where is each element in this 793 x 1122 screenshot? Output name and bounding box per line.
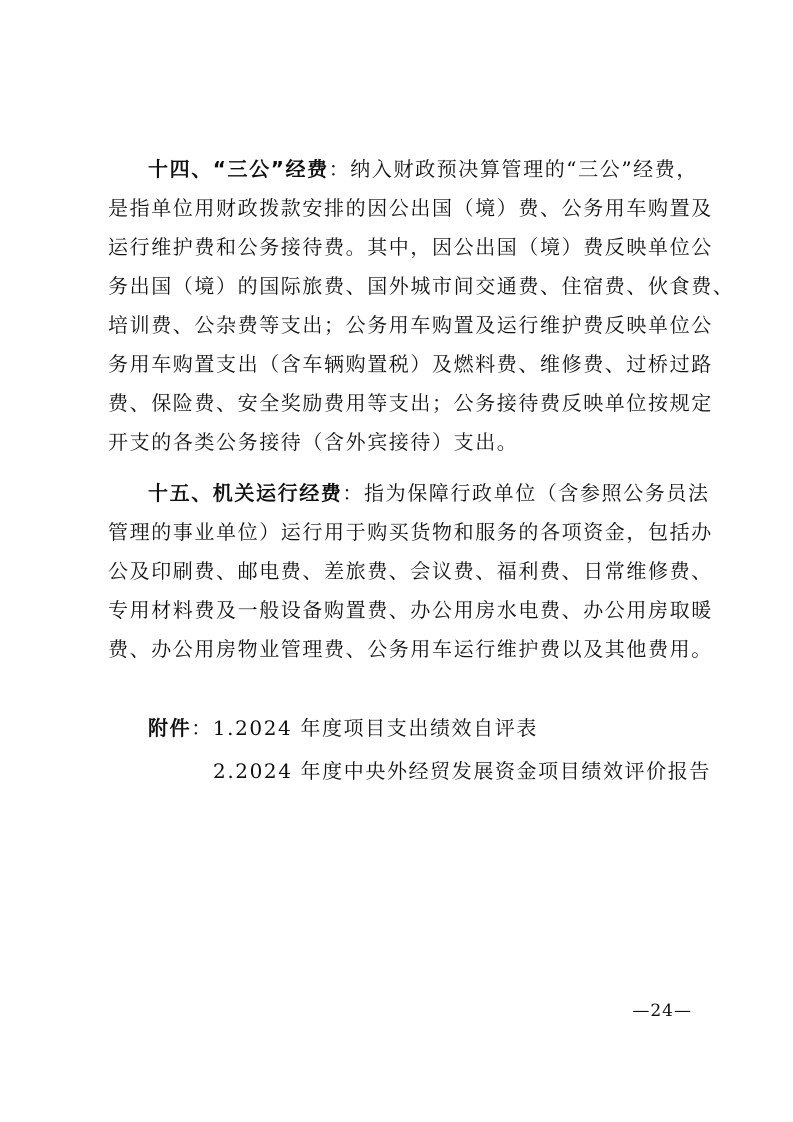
sec14-line-2: 是指单位用财政拨款安排的因公出国（境）费、公务用车购置及	[108, 196, 713, 220]
sec14-line-6: 务用车购置支出（含车辆购置税）及燃料费、维修费、过桥过路	[108, 352, 713, 376]
sec14-line-8: 开支的各类公务接待（含外宾接待）支出。	[108, 430, 519, 454]
sec15-line-1	[148, 479, 710, 507]
sec15-line-2: 管理的事业单位）运行用于购买货物和服务的各项资金，包括办	[108, 520, 713, 544]
sec14-line-4: 务出国（境）的国际旅费、国外城市间交通费、住宿费、伙食费、	[108, 274, 735, 298]
sec14-text-1: ：纳入财政预决算管理的“三公”经费，	[328, 157, 698, 181]
attachment-item-2: 2.2024 年度中央外经贸发展资金项目绩效评价报告	[213, 759, 711, 783]
page-number: —24—	[632, 1001, 692, 1021]
attachment-label: 附件	[148, 716, 192, 740]
sec14-line-5: 培训费、公杂费等支出；公务用车购置及运行维护费反映单位公	[108, 313, 713, 337]
sec15-text-1: ：指为保障行政单位（含参照公务员法	[342, 481, 710, 505]
sec14-heading: 十四、“三公”经费	[148, 157, 329, 181]
sec15-line-5: 费、办公用房物业管理费、公务用车运行维护费以及其他费用。	[108, 637, 713, 661]
sec14-line-3: 运行维护费和公务接待费。其中，因公出国（境）费反映单位公	[108, 235, 713, 259]
sec15-heading: 十五、机关运行经费	[148, 481, 343, 505]
sec14-line-7: 费、保险费、安全奖励费用等支出；公务接待费反映单位按规定	[108, 391, 713, 415]
attachment-line-1	[148, 714, 538, 742]
sec15-line-4: 专用材料费及一般设备购置费、办公用房水电费、办公用房取暖	[108, 598, 713, 622]
sec15-line-3: 公及印刷费、邮电费、差旅费、会议费、福利费、日常维修费、	[108, 559, 713, 583]
sec14-line-1	[148, 155, 698, 183]
attachment-item-1: ：1.2024 年度项目支出绩效自评表	[191, 716, 538, 740]
